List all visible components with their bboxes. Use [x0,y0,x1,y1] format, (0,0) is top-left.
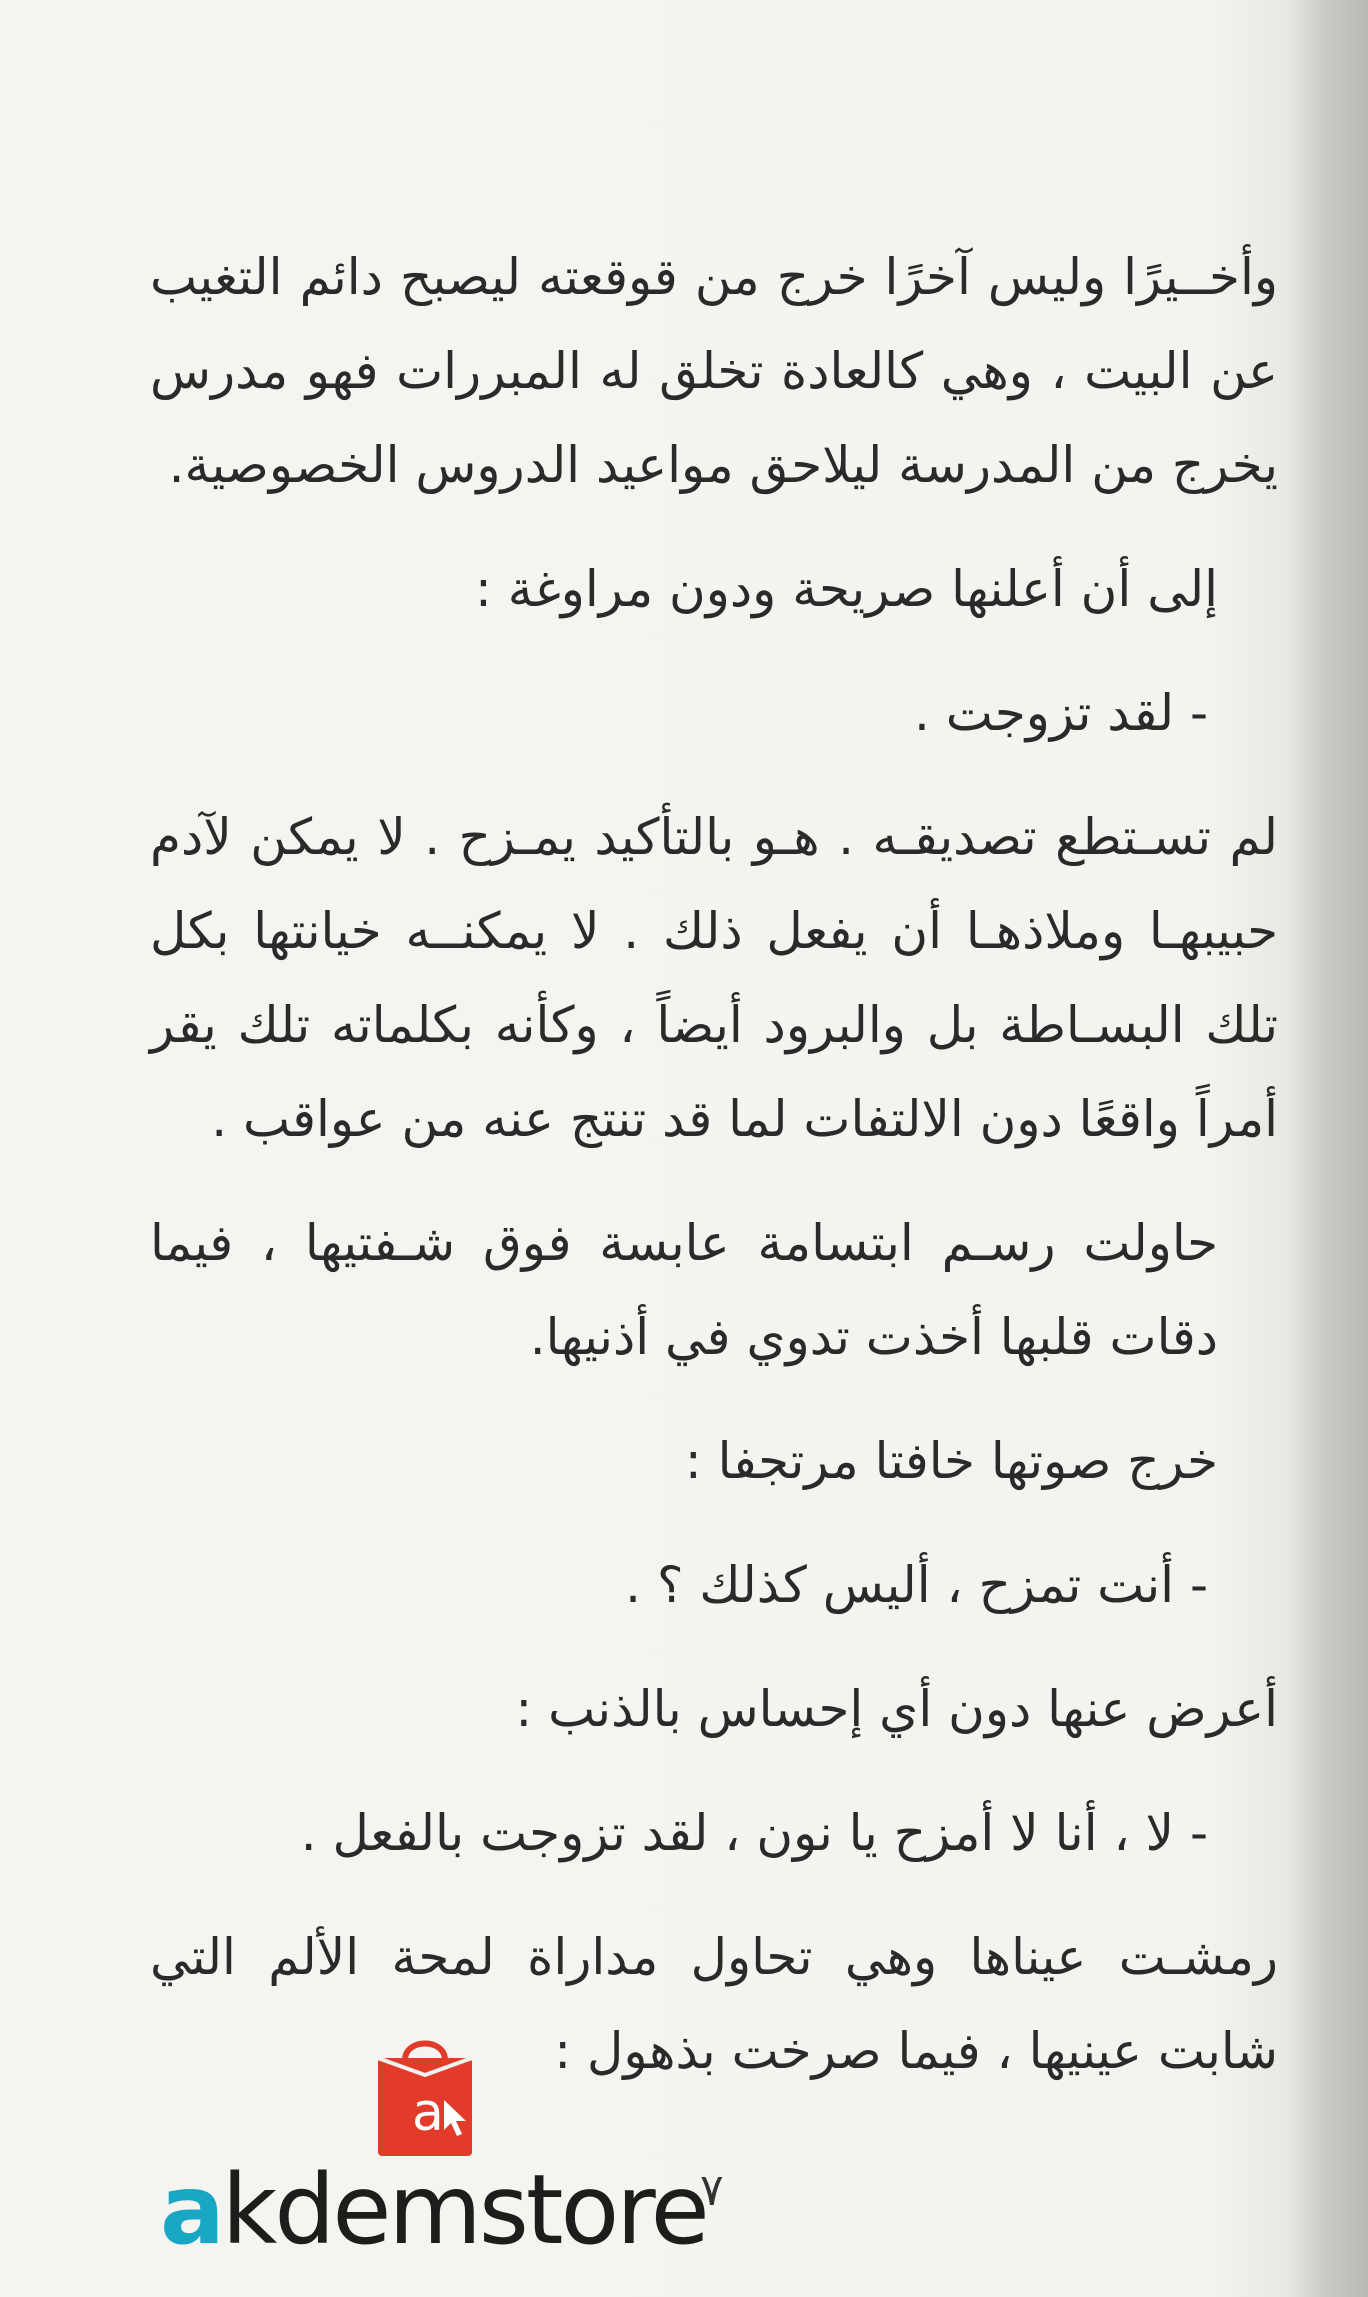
dialog-line-2: - أنت تمزح ، أليس كذلك ؟ . [625,1556,1208,1614]
bag-letter: a [412,2083,444,2143]
paragraph-6: أعرض عنها دون أي إحساس بالذنب : [515,1680,1278,1738]
brand-name [160,2154,707,2266]
paragraph-1: وأخــيرًا وليس آخرًا خرج من قوقعته ليصبح دائم التغيب عن البيت ، وهي كالعادة تخلق له المبررات فهو مدرس يخرج من المدرسة ليلاحق مواعيد الدروس الخصوصية. [150,248,1278,494]
brand-accent: a [160,2154,222,2266]
dialog-line-3: - لا ، أنا لا أمزح يا نون ، لقد تزوجت بالفعل . [300,1804,1208,1862]
shopping-bag-icon [370,2030,480,2160]
dialog-line-1: - لقد تزوجت . [913,684,1208,742]
store-logo [160,2030,707,2266]
paragraph-4: حاولت رسـم ابتسامة عابسة فوق شـفتيها ، فيما دقات قلبها أخذت تدوي في أذنيها. [150,1214,1218,1366]
page-text [150,230,1278,2098]
paragraph-2: إلى أن أعلنها صريحة ودون مراوغة : [475,560,1218,618]
paragraph-5: خرج صوتها خافتا مرتجفا : [684,1432,1218,1490]
brand-rest: kdemstore [221,2154,707,2266]
paragraph-7: رمشـت عيناها وهي تحاول مداراة لمحة الألم التي شابت عينيها ، فيما صرخت بذهول : [150,1928,1278,2080]
paragraph-3: لم تسـتطع تصديقـه . هـو بالتأكيد يمـزح . لا يمكن لآدم حبيبهـا وملاذهـا أن يفعل ذلك . لا يمكنــه خيانتها بكل تلك البسـاطة بل والبرود أيضاً ، وكأنه بكلماته تلك يقر أمراً واقعًا دون الالتفات لما قد تنتج عنه من عواقب . [150,808,1278,1148]
page-number: ٧ [700,2165,724,2216]
